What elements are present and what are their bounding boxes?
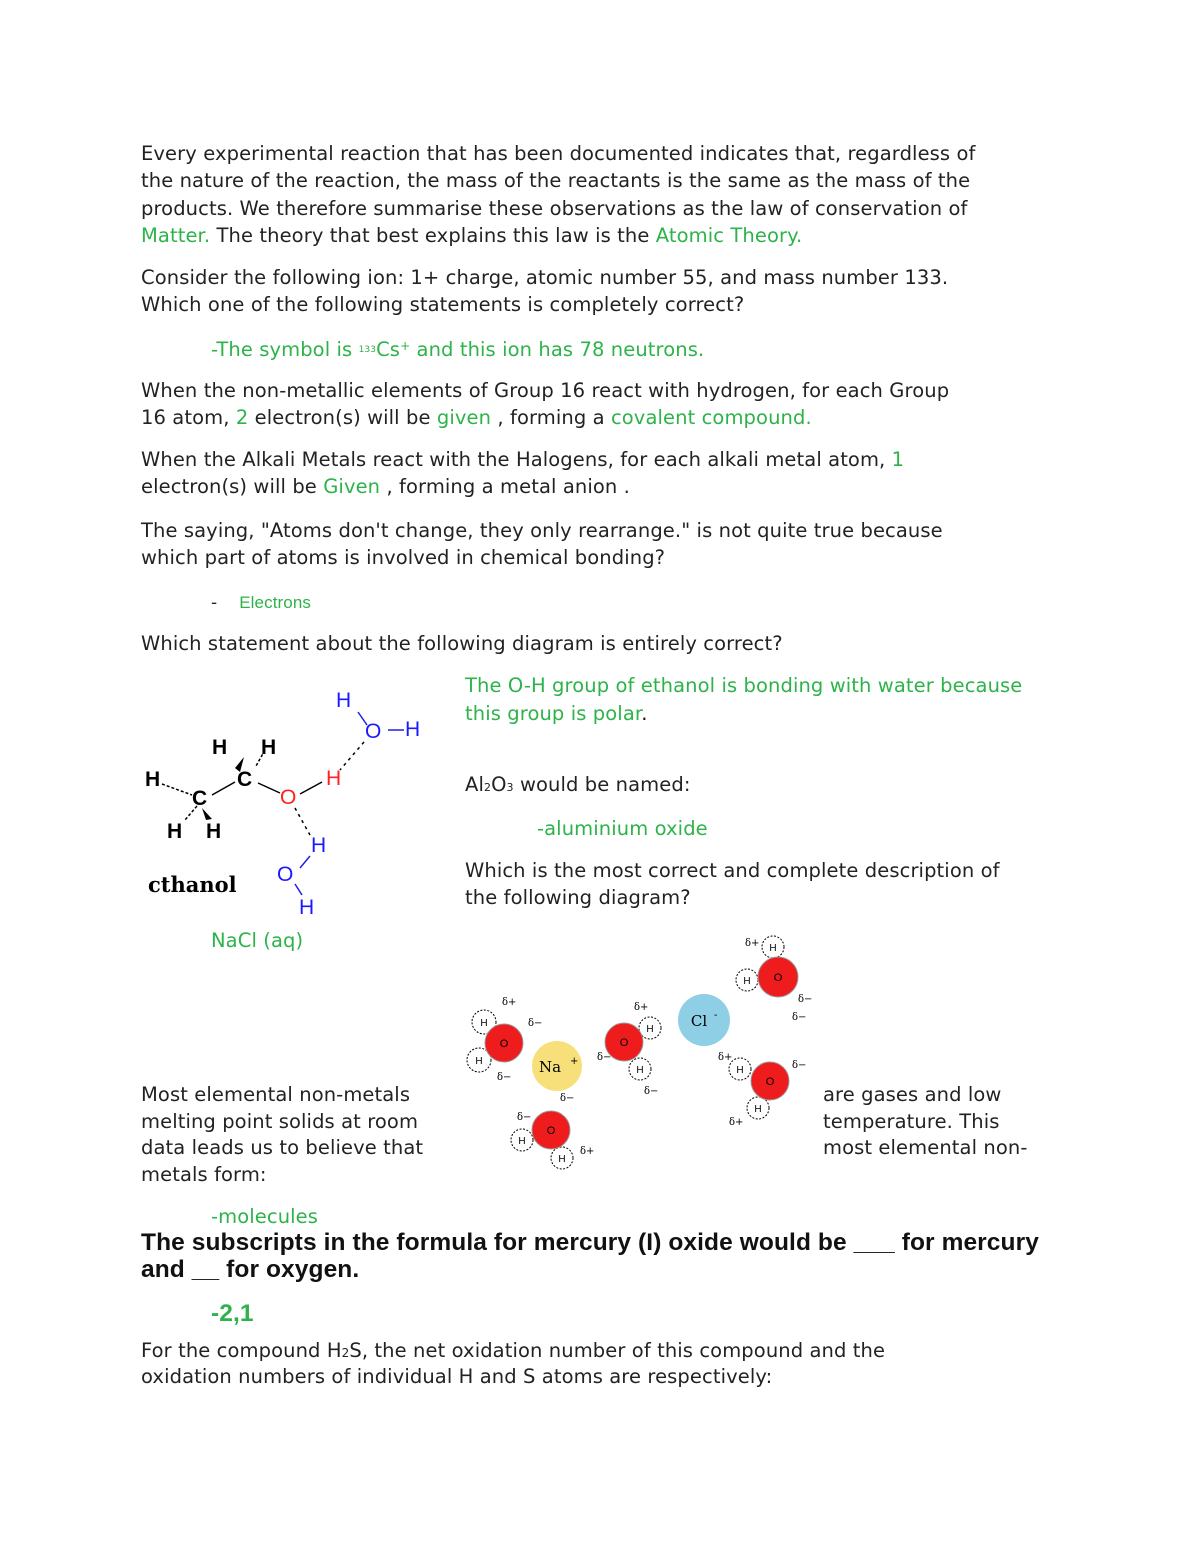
p2-line1: Consider the following ion: 1+ charge, atomic number 55, and mass number 133.	[141, 266, 949, 289]
svg-text:δ−: δ−	[792, 1012, 807, 1023]
svg-text:δ−: δ−	[798, 994, 813, 1005]
cl-label: Cl	[690, 1012, 708, 1030]
water2-h2: H	[299, 896, 315, 919]
p3-line1: When the non-metallic elements of Group 16 react with hydrogen, for each Group	[141, 379, 950, 402]
cl-charge: -	[714, 1010, 718, 1021]
p9-left4: metals form:	[141, 1163, 267, 1186]
p10-answer: -2,1	[211, 1300, 254, 1327]
svg-text:H: H	[518, 1136, 526, 1147]
ethanol-c2: C	[237, 768, 253, 791]
p10-line1: The subscripts in the formula for mercury (I) oxide would be ___ for mercury	[141, 1229, 1039, 1256]
ethanol-h2: H	[167, 820, 183, 843]
svg-text:O: O	[619, 1037, 629, 1049]
p7-answer: -aluminium oxide	[537, 817, 708, 840]
ethanol-h4: H	[212, 736, 228, 759]
svg-text:δ+: δ+	[729, 1117, 744, 1128]
water2-h1: H	[311, 834, 327, 857]
p4-line2: electron(s) will be Given , forming a metal anion .	[141, 475, 630, 498]
na-charge: +	[570, 1056, 579, 1067]
svg-text:δ−: δ−	[644, 1086, 659, 1097]
svg-text:H: H	[475, 1056, 483, 1067]
svg-text:δ+: δ+	[502, 997, 517, 1008]
svg-text:δ−: δ−	[792, 1060, 807, 1071]
water1-h2: H	[405, 718, 421, 741]
p6-question: Which statement about the following diagram is entirely correct?	[141, 632, 783, 655]
water1-h1: H	[336, 689, 352, 712]
water2-o: O	[277, 863, 294, 886]
p1-line2: the nature of the reaction, the mass of the reactants is the same as the mass of the	[141, 169, 971, 192]
p9-answer: -molecules	[211, 1205, 319, 1228]
svg-text:H: H	[754, 1104, 762, 1115]
svg-text:δ−: δ−	[517, 1112, 532, 1123]
p7-question: Al2O3 would be named:	[465, 773, 691, 796]
p9-left1: Most elemental non-metals	[141, 1083, 411, 1106]
svg-text:δ+: δ+	[634, 1002, 649, 1013]
p9-right2: temperature. This	[823, 1110, 1000, 1133]
svg-text:H: H	[769, 943, 777, 954]
svg-text:O: O	[546, 1125, 556, 1137]
ethanol-label: cthanol	[148, 872, 237, 897]
svg-text:δ−: δ−	[597, 1052, 612, 1063]
p8-line1: Which is the most correct and complete description of	[465, 859, 1000, 882]
nacl-solvation-diagram	[462, 930, 817, 1175]
p5-line2: which part of atoms is involved in chemical bonding?	[141, 546, 666, 569]
svg-text:δ+: δ+	[580, 1146, 595, 1157]
p2-line2: Which one of the following statements is completely correct?	[141, 293, 745, 316]
ethanol-h5: H	[261, 736, 277, 759]
svg-text:δ+: δ+	[718, 1052, 733, 1063]
svg-text:O: O	[765, 1076, 775, 1088]
p9-right3: most elemental non-	[823, 1136, 1028, 1159]
nacl-label: NaCl (aq)	[211, 929, 304, 952]
svg-text:O: O	[499, 1038, 509, 1050]
p2-answer: -The symbol is $^{133}$Cs+ and this ion has 78 neutrons.	[211, 338, 705, 361]
water1-o: O	[365, 720, 382, 743]
svg-text:δ+: δ+	[745, 938, 760, 949]
na-label: Na	[538, 1058, 562, 1076]
svg-text:H: H	[736, 1065, 744, 1076]
svg-text:H: H	[636, 1065, 644, 1076]
svg-text:H: H	[558, 1154, 566, 1165]
p5-line1: The saying, "Atoms don't change, they only rearrange." is not quite true because	[141, 519, 943, 542]
svg-text:O: O	[773, 972, 783, 984]
ethanol-oh-h: H	[326, 767, 342, 790]
svg-text:δ−: δ−	[497, 1072, 512, 1083]
p11-line2: oxidation numbers of individual H and S atoms are respectively:	[141, 1365, 773, 1388]
svg-text:δ−: δ−	[528, 1018, 543, 1029]
ethanol-o: O	[280, 786, 297, 809]
ethanol-c1: C	[192, 787, 208, 810]
svg-text:H: H	[743, 976, 751, 987]
p6-answer-line1: The O-H group of ethanol is bonding with water because	[465, 674, 1023, 697]
p9-right1: are gases and low	[823, 1083, 1002, 1106]
p1-line1: Every experimental reaction that has been documented indicates that, regardless of	[141, 142, 976, 165]
ethanol-h1: H	[145, 768, 161, 791]
svg-text:H: H	[480, 1018, 488, 1029]
p6-answer-line2: this group is polar.	[465, 702, 648, 725]
p1-line3: products. We therefore summarise these observations as the law of conservation of	[141, 197, 968, 220]
p9-left2: melting point solids at room	[141, 1110, 419, 1133]
p11-line1: For the compound H2S, the net oxidation number of this compound and the	[141, 1339, 886, 1362]
ethanol-h3: H	[206, 820, 222, 843]
p4-line1: When the Alkali Metals react with the Halogens, for each alkali metal atom, 1	[141, 448, 905, 471]
p9-left3: data leads us to believe that	[141, 1136, 424, 1159]
svg-text:H: H	[646, 1024, 654, 1035]
svg-text:δ−: δ−	[560, 1093, 575, 1104]
matter-answer: Matter.	[141, 224, 211, 247]
ethanol-water-diagram	[140, 680, 440, 920]
p8-line2: the following diagram?	[465, 886, 691, 909]
p1-line4: Matter. The theory that best explains this law is the Atomic Theory.	[141, 224, 803, 247]
p5-answer: - Electrons	[211, 593, 311, 613]
p3-line2: 16 atom, 2 electron(s) will be given , forming a covalent compound.	[141, 406, 812, 429]
p10-line2: and __ for oxygen.	[141, 1256, 360, 1283]
atomic-theory-answer: Atomic Theory.	[655, 224, 803, 247]
